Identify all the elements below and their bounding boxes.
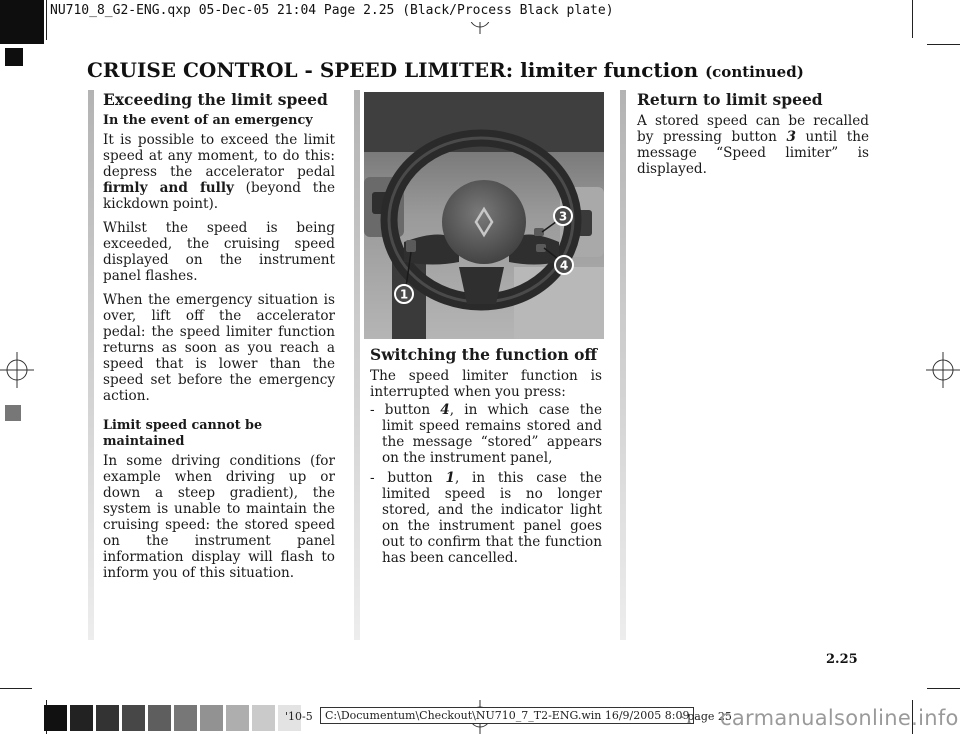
color-swatch: [96, 705, 119, 731]
paragraph-exceed: [103, 132, 335, 212]
callout-3: [554, 207, 572, 225]
color-swatch: [44, 705, 67, 731]
column-bar-right: [620, 90, 626, 640]
heading-switching-off: Switching the function off: [370, 345, 598, 364]
paragraph-exceed-end: (beyond the kickdown point).: [103, 180, 335, 212]
color-swatch: [200, 705, 223, 731]
paragraph-recall-end: until the message “Speed limiter” is displayed.: [637, 129, 869, 177]
watermark: carmanualsonline.info: [720, 706, 959, 730]
left-column: [103, 91, 335, 589]
column-bar-left: [88, 90, 94, 640]
crop-mark: [927, 44, 960, 45]
list-item: [370, 470, 602, 566]
color-swatch: [226, 705, 249, 731]
crop-mark: [912, 0, 913, 38]
footer-file-path: C:\Documentum\Checkout\NU710_7_T2-ENG.win 16/9/2005 8:09: [320, 707, 694, 724]
list-item-text: , in which case the limit speed remains stored and the message “stored” appears on the instrument panel,: [382, 402, 602, 466]
subheading-cannot-maintain: Limit speed cannot be maintained: [103, 418, 263, 449]
paragraph-flashes: Whilst the speed is being exceeded, the cruising speed displayed on the instrument panel flashes.: [103, 220, 335, 284]
page-number: 2.25: [826, 652, 858, 667]
page-title-main: CRUISE CONTROL - SPEED LIMITER: limiter function: [87, 58, 699, 82]
color-swatch: [148, 705, 171, 731]
registration-target-left: [0, 350, 34, 390]
middle-column: [370, 346, 602, 570]
color-swatch: [174, 705, 197, 731]
color-swatch: [122, 705, 145, 731]
list-item-text: , in this case the limited speed is no longer stored, and the indicator light on the instrument panel goes out to confirm that the function has been cancelled.: [382, 470, 602, 566]
paragraph-driving-conditions: In some driving conditions (for example when driving up or down a steep gradient), the system is unable to maintain the cruising speed: the stored speed on the instrument panel information display will flash to inform you of this situation.: [103, 453, 335, 581]
list-item-prefix: - button: [370, 402, 441, 418]
switch-off-list: [370, 402, 602, 566]
heading-exceeding-limit: Exceeding the limit speed: [103, 90, 328, 109]
color-swatch: [70, 705, 93, 731]
callout-1: [395, 285, 413, 303]
registration-square: [5, 405, 21, 421]
subheading-emergency: In the event of an emergency: [103, 113, 313, 128]
paragraph-interrupted: The speed limiter function is interrupted when you press:: [370, 368, 602, 400]
steering-wheel-photo: [364, 92, 604, 339]
callout-3-label: 3: [558, 209, 568, 224]
heading-return-limit: Return to limit speed: [637, 90, 823, 109]
crop-mark: [0, 688, 32, 689]
corner-block-top: [0, 0, 44, 44]
color-bar: [44, 705, 301, 731]
paragraph-recall: [637, 113, 869, 177]
footer-page: - page 25: [680, 710, 732, 723]
button-number-1: 1: [445, 470, 455, 486]
corner-block-left: [5, 48, 23, 66]
crop-mark: [927, 688, 960, 689]
column-bar-middle: [354, 90, 360, 640]
callout-4: [555, 256, 573, 274]
button-number-4: 4: [440, 402, 450, 418]
paragraph-exceed-emphasis: firmly and fully: [103, 180, 234, 196]
callout-1-label: 1: [399, 287, 409, 302]
page-title-suffix: (continued): [705, 63, 804, 81]
callout-4-label: 4: [559, 258, 569, 273]
crop-mark: [46, 0, 47, 40]
paragraph-exceed-text: It is possible to exceed the limit speed at any moment, to do this: depress the accelerator pedal: [103, 132, 335, 180]
list-item-prefix: - button: [370, 470, 446, 486]
paragraph-emergency-over: When the emergency situation is over, lift off the accelerator pedal: the speed limiter function returns as soon as you reach a speed that is lower than the speed set before the emergency action.: [103, 292, 335, 404]
print-header: NU710_8_G2-ENG.qxp 05-Dec-05 21:04 Page 2.25 (Black/Process Black plate): [50, 0, 614, 22]
registration-target-right: [926, 350, 960, 390]
steering-wheel-illustration: [364, 92, 604, 339]
list-item: [370, 402, 602, 466]
page-title: [87, 58, 804, 82]
right-column: [637, 91, 869, 185]
color-swatch: [252, 705, 275, 731]
paragraph-recall-text: A stored speed can be recalled by pressing button: [637, 113, 869, 145]
footer-code: '10-5: [285, 710, 313, 723]
button-number-3: 3: [786, 129, 796, 145]
